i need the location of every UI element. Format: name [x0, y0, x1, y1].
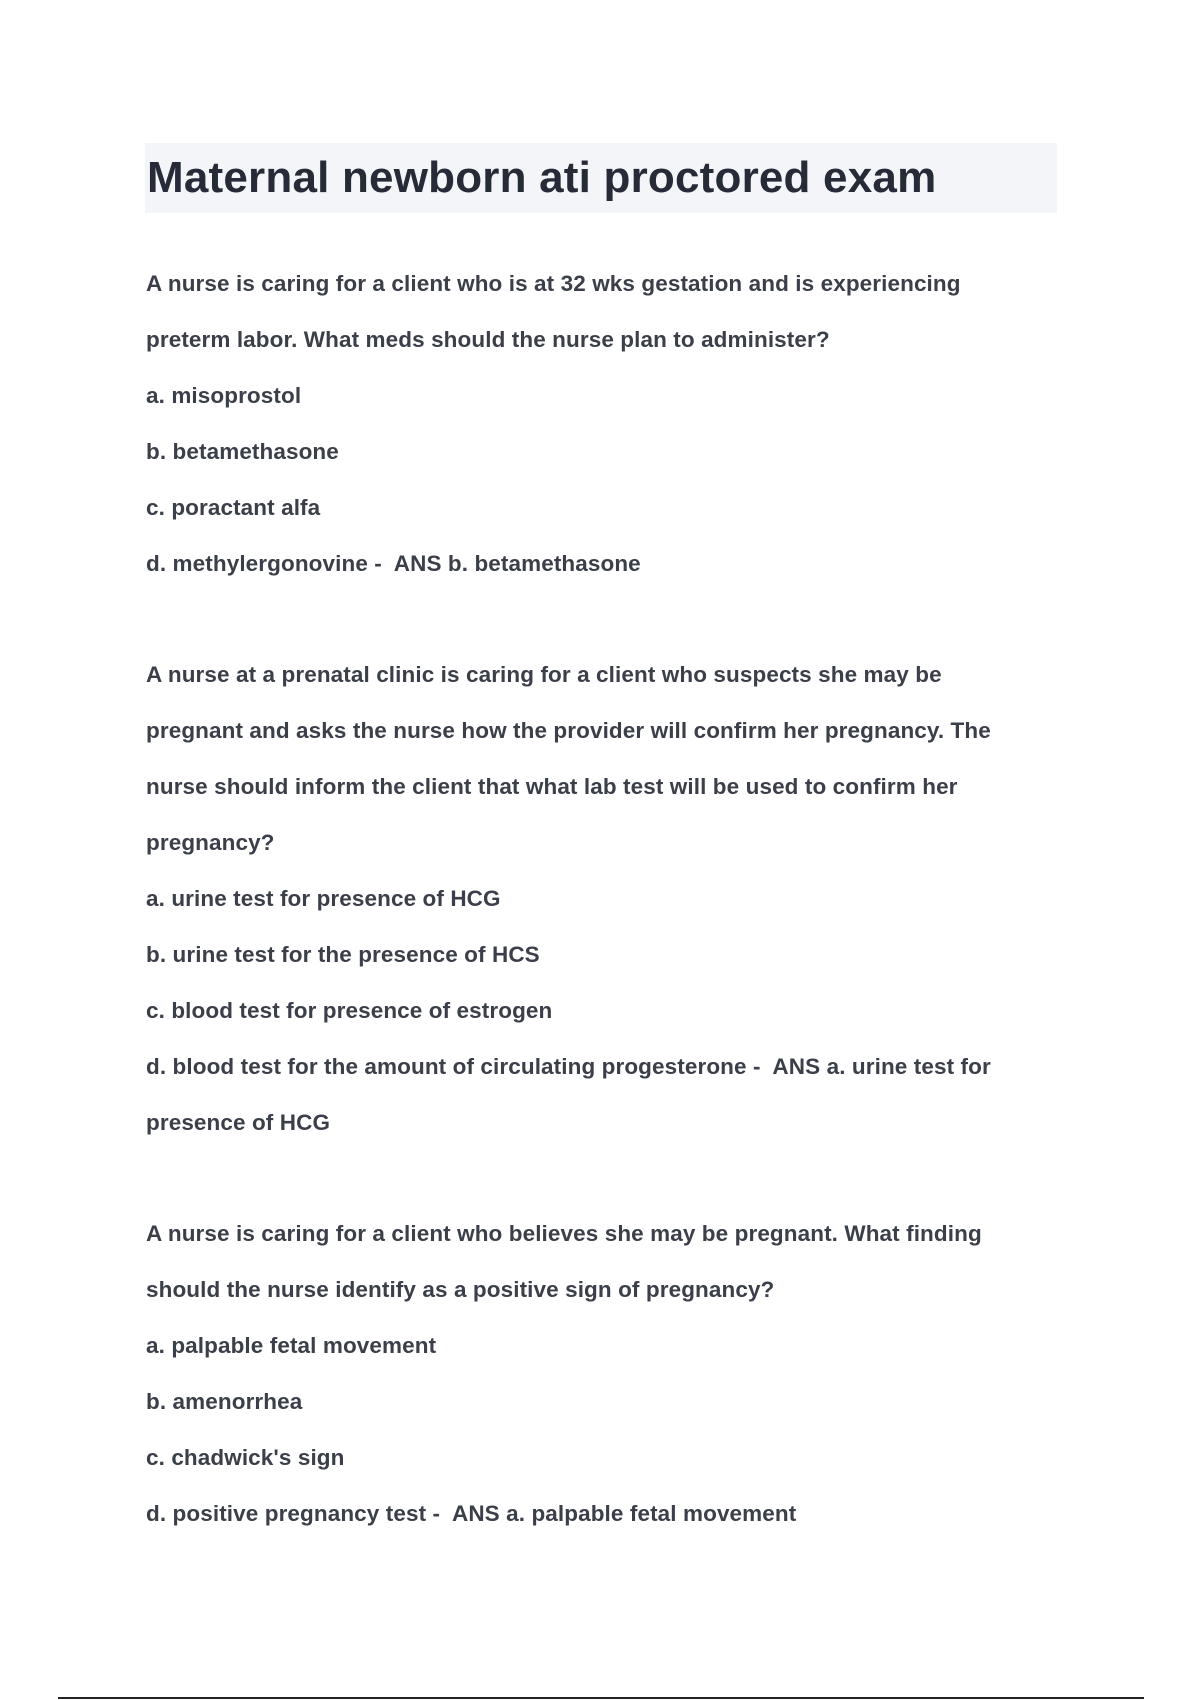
answer-option-d-with-answer	[146, 536, 1066, 592]
answer-option-a: a. misoprostol	[146, 383, 302, 408]
answer-option-c: c. blood test for presence of estrogen	[146, 998, 553, 1023]
question-block-3	[146, 1206, 1066, 1542]
answer-option-d-with-answer	[146, 1039, 1066, 1095]
question-list	[146, 256, 1066, 1542]
title-banner	[145, 143, 1057, 213]
answer-option-c: c. poractant alfa	[146, 495, 321, 520]
question-stem-line: pregnant and asks the nurse how the provider will confirm her pregnancy. The	[146, 718, 991, 743]
footer-divider	[58, 1697, 1144, 1699]
question-stem-line: A nurse at a prenatal clinic is caring for a client who suspects she may be	[146, 662, 942, 687]
question-block-1	[146, 256, 1066, 592]
question-stem-line: A nurse is caring for a client who believes she may be pregnant. What finding	[146, 1221, 982, 1246]
answer-line: d. positive pregnancy test - ANS a. palpable fetal movement	[146, 1501, 797, 1526]
answer-line: d. blood test for the amount of circulating progesterone - ANS a. urine test for	[146, 1054, 991, 1079]
question-stem-line: should the nurse identify as a positive sign of pregnancy?	[146, 1277, 775, 1302]
answer-line-continued: presence of HCG	[146, 1110, 331, 1135]
answer-line: d. methylergonovine - ANS b. betamethasone	[146, 551, 641, 576]
question-stem-line: pregnancy?	[146, 830, 275, 855]
question-stem-line: A nurse is caring for a client who is at 32 wks gestation and is experiencing	[146, 271, 961, 296]
question-block-2	[146, 647, 1066, 1151]
page-title: Maternal newborn ati proctored exam	[147, 153, 937, 202]
answer-option-a: a. urine test for presence of HCG	[146, 886, 501, 911]
answer-option-b: b. amenorrhea	[146, 1389, 303, 1414]
answer-option-b: b. betamethasone	[146, 439, 339, 464]
answer-option-d-with-answer	[146, 1486, 1066, 1542]
answer-option-a: a. palpable fetal movement	[146, 1333, 437, 1358]
question-stem-line: preterm labor. What meds should the nurse plan to administer?	[146, 327, 830, 352]
answer-option-c: c. chadwick's sign	[146, 1445, 345, 1470]
answer-option-b: b. urine test for the presence of HCS	[146, 942, 540, 967]
question-stem-line: nurse should inform the client that what lab test will be used to confirm her	[146, 774, 958, 799]
